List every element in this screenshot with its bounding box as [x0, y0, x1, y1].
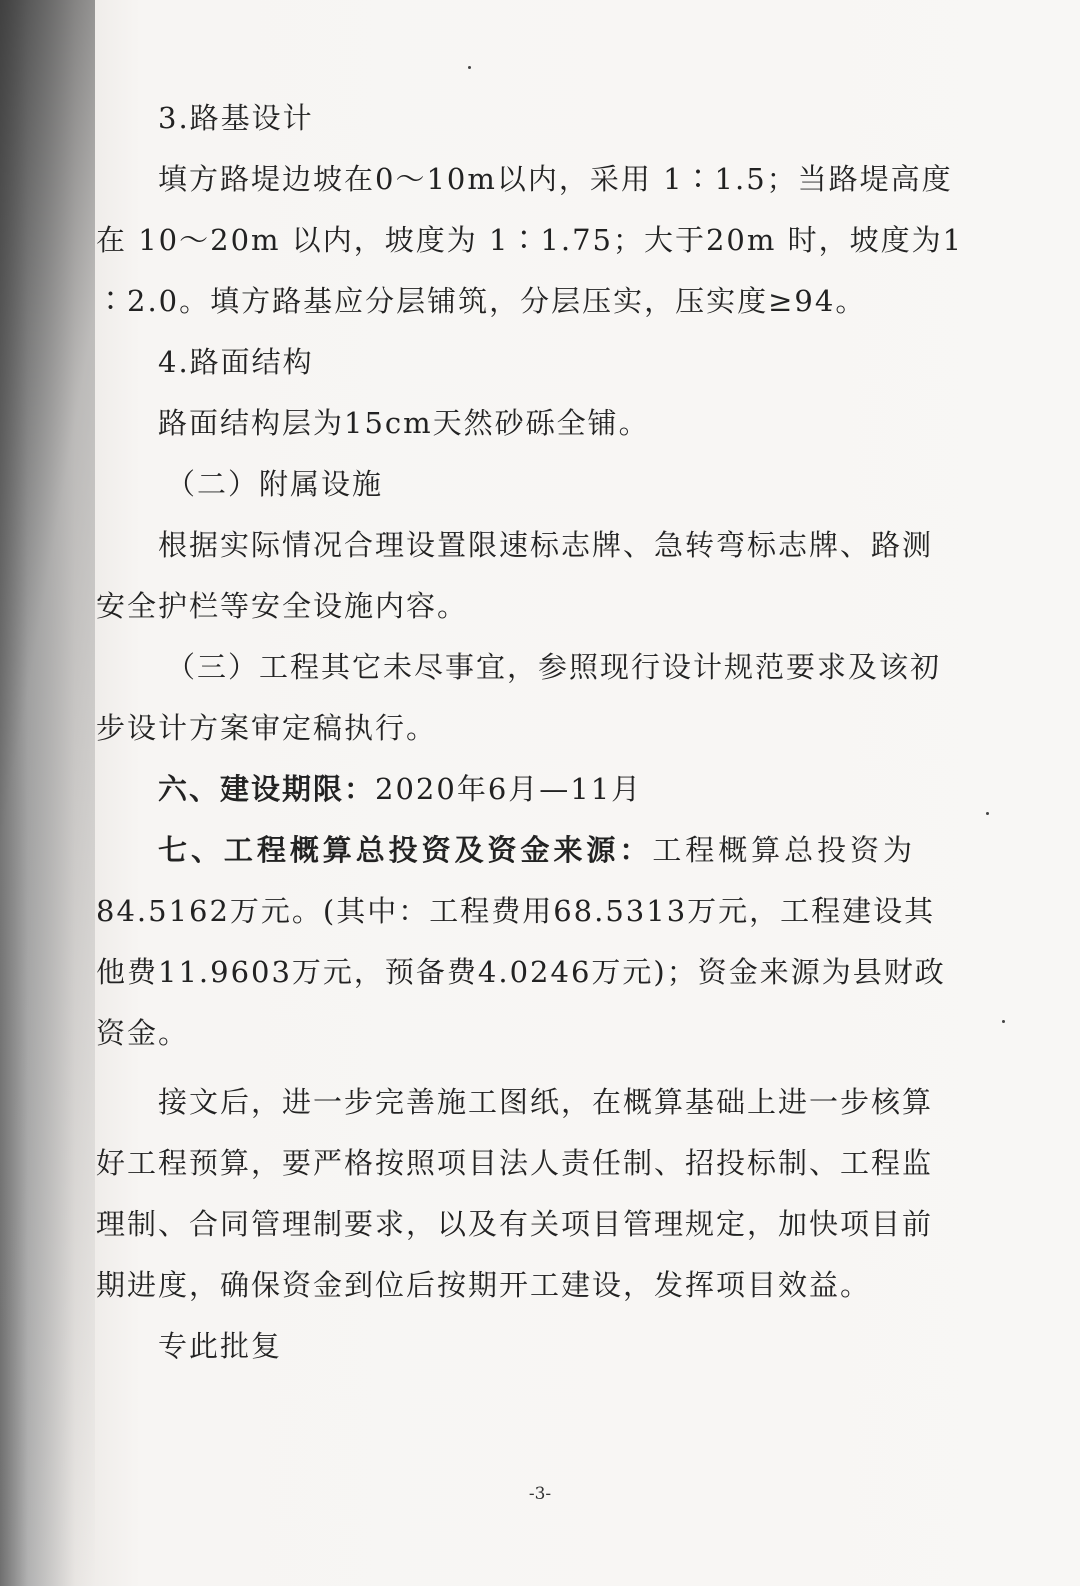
investment-label: 七、工程概算总投资及资金来源： [158, 833, 653, 867]
investment-intro: 工程概算总投资为 [652, 833, 914, 867]
paper-speck [986, 812, 989, 815]
page-edge-shadow [0, 0, 95, 1586]
paragraph-line: 填方路堤边坡在0～10m以内，采用 1∶1.5；当路堤高度 [158, 162, 953, 196]
paragraph-line: 路面结构层为15cm天然砂砾全铺。 [158, 406, 650, 440]
paragraph-line: 资金。 [96, 1016, 190, 1050]
paper-speck [468, 66, 471, 69]
paragraph-line: ∶2.0。填方路基应分层铺筑，分层压实，压实度≥94。 [96, 284, 867, 318]
document-body [96, 88, 964, 1377]
paragraph-line: 根据实际情况合理设置限速标志牌、急转弯标志牌、路测 [158, 528, 934, 562]
construction-period-label: 六、建设期限： [158, 772, 376, 806]
paragraph-line: 步设计方案审定稿执行。 [96, 711, 438, 745]
heading-pavement-structure: 4.路面结构 [158, 345, 314, 379]
paragraph-line: （三）工程其它未尽事宜，参照现行设计规范要求及该初 [166, 650, 942, 684]
paragraph-line: 安全护栏等安全设施内容。 [96, 589, 469, 623]
investment-heading [96, 820, 914, 881]
paragraph-line: 期进度，确保资金到位后按期开工建设，发挥项目效益。 [96, 1268, 872, 1302]
heading-subgrade-design: 3.路基设计 [158, 101, 314, 135]
paragraph-line: 理制、合同管理制要求，以及有关项目管理规定，加快项目前 [96, 1207, 934, 1241]
paragraph-line: 在 10～20m 以内，坡度为 1∶1.75；大于20m 时，坡度为1 [96, 223, 964, 257]
construction-period-value: 2020年6月—11月 [375, 772, 643, 806]
paragraph-line: 好工程预算，要严格按照项目法人责任制、招投标制、工程监 [96, 1146, 934, 1180]
paragraph-line: 接文后，进一步完善施工图纸，在概算基础上进一步核算 [158, 1085, 934, 1119]
paragraph-line: 他费11.9603万元，预备费4.0246万元)；资金来源为县财政 [96, 955, 946, 989]
closing-remark: 专此批复 [158, 1329, 283, 1363]
page-number: -3- [528, 1484, 552, 1504]
construction-period [96, 759, 914, 820]
paper-speck [1002, 1020, 1005, 1023]
paragraph-line: 84.5162万元。(其中：工程费用68.5313万元，工程建设其 [96, 894, 936, 928]
heading-auxiliary-facilities: （二）附属设施 [166, 467, 384, 501]
